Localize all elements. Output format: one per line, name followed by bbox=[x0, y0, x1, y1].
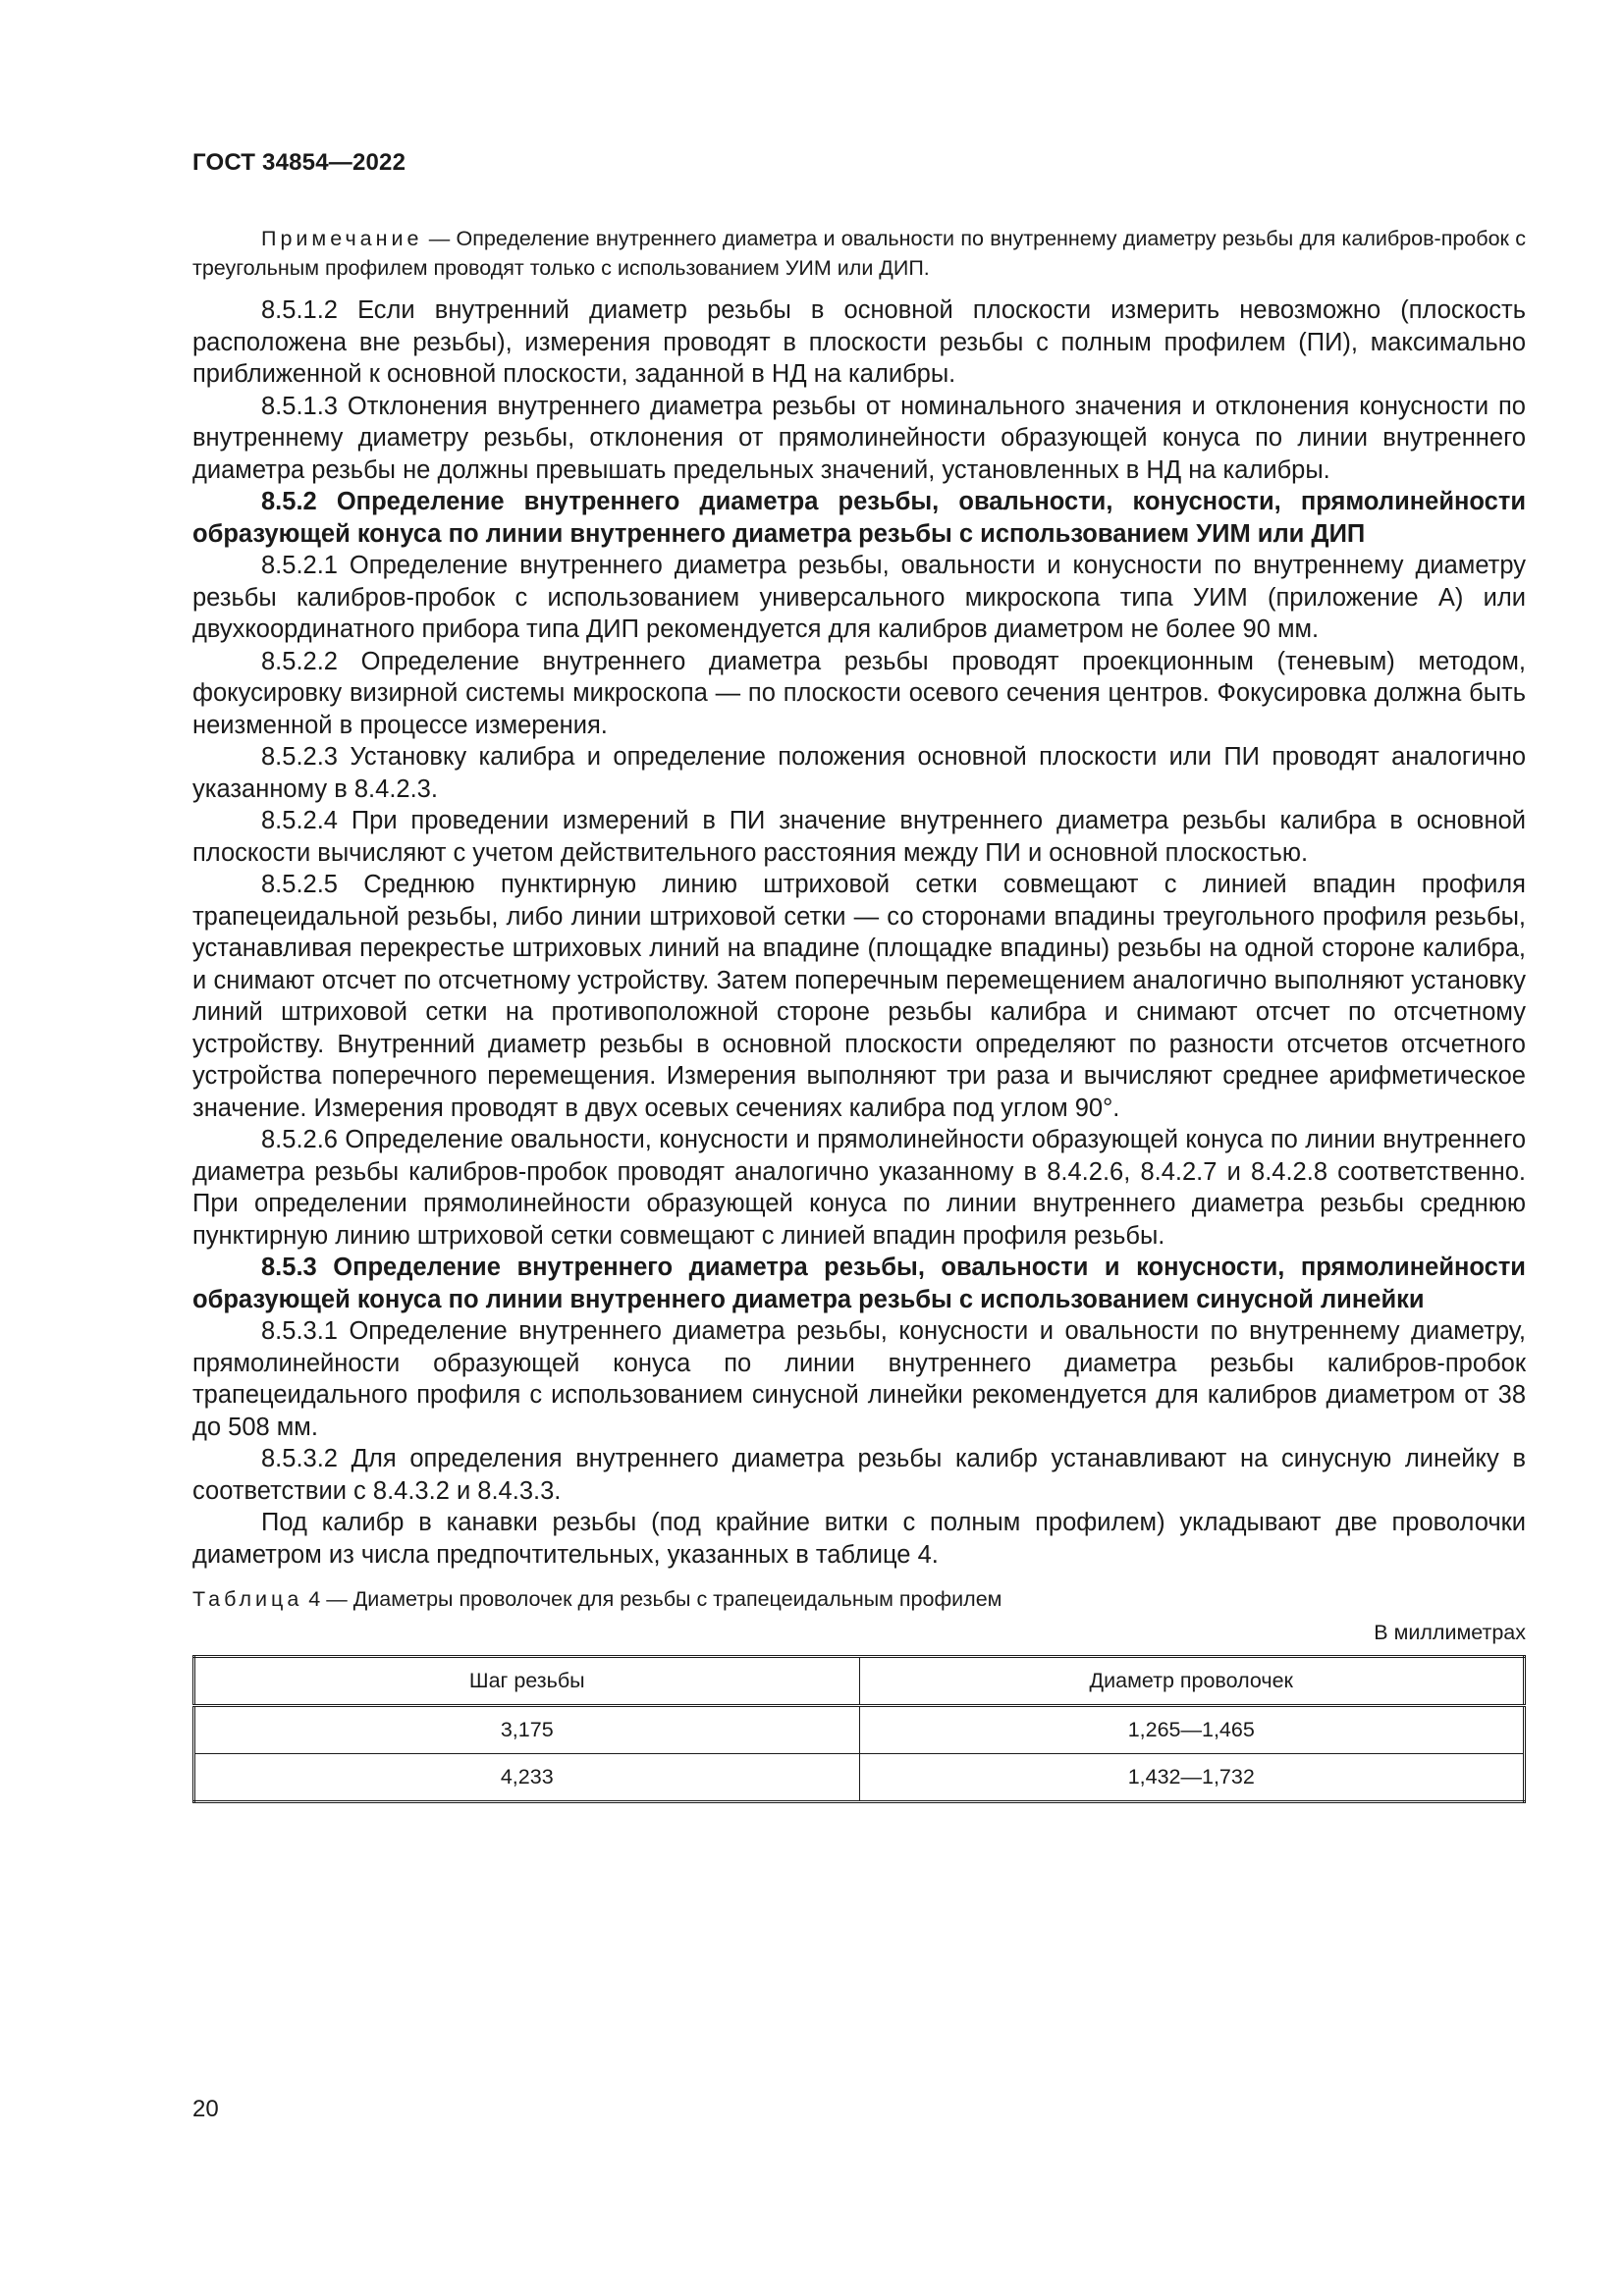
table-row bbox=[194, 1706, 1525, 1754]
paragraph-8-5-2-3: 8.5.2.3 Установку калибра и определение положения основной плоскости или ПИ проводят аналогично указанному в 8.4.2.3. bbox=[192, 743, 1526, 803]
column-header-thread-pitch: Шаг резьбы bbox=[194, 1657, 860, 1706]
paragraph-8-5-2-6: 8.5.2.6 Определение овальности, конусности и прямолинейности образующей конуса по линии внутреннего диаметра резьбы калибров-пробок проводят аналогично указанному в 8.4.2.6, 8.4.2.7 и 8.4.2.8 соответственно. При определении прямолинейности образующей конуса по линии внутреннего диаметра резьбы среднюю пунктирную линию штриховой сетки совмещают с линией впадин профиля резьбы. bbox=[192, 1126, 1526, 1250]
paragraph-8-5-3-2: 8.5.3.2 Для определения внутреннего диаметра резьбы калибр устанавливают на синусную линейку в соответствии с 8.4.3.2 и 8.4.3.3. bbox=[192, 1445, 1526, 1505]
table-cell: 4,233 bbox=[194, 1754, 860, 1802]
table-cell: 3,175 bbox=[194, 1706, 860, 1754]
table-caption-text: 4 — Диаметры проволочек для резьбы с трапецеидальным профилем bbox=[302, 1587, 1002, 1611]
table-units: В миллиметрах bbox=[1374, 1621, 1526, 1644]
document-body bbox=[192, 224, 1526, 1803]
wire-diameter-table bbox=[192, 1655, 1526, 1803]
paragraph-8-5-1-2: 8.5.1.2 Если внутренний диаметр резьбы в основной плоскости измерить невозможно (плоскость расположена вне резьбы), измерения проводят в плоскости резьбы с полным профилем (ПИ), максимально приближенной к основной плоскости, заданной в НД на калибры. bbox=[192, 296, 1526, 388]
paragraph-8-5-1-3: 8.5.1.3 Отклонения внутреннего диаметра резьбы от номинального значения и отклонения конусности по внутреннему диаметру резьбы, отклонения от прямолинейности образующей конуса по линии внутреннего диаметра резьбы не должны превышать предельных значений, установленных в НД на калибры. bbox=[192, 392, 1526, 484]
paragraph-8-5-2-5: 8.5.2.5 Среднюю пунктирную линию штриховой сетки совмещают с линией впадин профиля трапецеидальной резьбы, либо линии штриховой сетки — со сторонами впадины треугольного профиля резьбы, устанавливая перекрестье штриховых линий на впадине (площадке впадины) резьбы на одной стороне калибра, и снимают отсчет по отсчетному устройству. Затем поперечным перемещением аналогично выполняют установку линий штриховой сетки на противоположной стороне резьбы калибра и снимают отсчет по отсчетному устройству. Внутренний диаметр резьбы в основной плоскости определяют по разности отсчетов отсчетного устройства поперечного перемещения. Измерения выполняют три раза и вычисляют среднее арифметическое значение. Измерения проводят в двух осевых сечениях калибра под углом 90°. bbox=[192, 871, 1526, 1122]
paragraph-8-5-2-4: 8.5.2.4 При проведении измерений в ПИ значение внутреннего диаметра резьбы калибра в основной плоскости вычисляют с учетом действительного расстояния между ПИ и основной плоскостью. bbox=[192, 807, 1526, 867]
table-caption-label: Таблица bbox=[192, 1587, 303, 1611]
note bbox=[192, 224, 1526, 283]
table-header-row bbox=[194, 1657, 1525, 1706]
note-label: Примечание bbox=[261, 227, 423, 250]
table-caption bbox=[192, 1584, 1526, 1614]
table-row bbox=[194, 1754, 1525, 1802]
section-heading-8-5-3: 8.5.3 Определение внутреннего диаметра резьбы, овальности и конусности, прямолинейности образующей конуса по линии внутреннего диаметра резьбы с использованием синусной линейки bbox=[192, 1254, 1526, 1313]
section-heading-8-5-2: 8.5.2 Определение внутреннего диаметра резьбы, овальности, конусности, прямолинейности образующей конуса по линии внутреннего диаметра резьбы с использованием УИМ или ДИП bbox=[192, 488, 1526, 548]
table-cell: 1,432—1,732 bbox=[859, 1754, 1525, 1802]
paragraph-wires: Под калибр в канавки резьбы (под крайние витки с полным профилем) укладывают две проволочки диаметром из числа предпочтительных, указанных в таблице 4. bbox=[192, 1509, 1526, 1569]
note-text: — Определение внутреннего диаметра и овальности по внутреннему диаметру резьбы для калибров-пробок с треугольным профилем проводят только с использованием УИМ или ДИП. bbox=[192, 227, 1526, 280]
paragraph-8-5-3-1: 8.5.3.1 Определение внутреннего диаметра резьбы, конусности и овальности по внутреннему диаметру, прямолинейности образующей конуса по линии внутреннего диаметра резьбы калибров-пробок трапецеидального профиля с использованием синусной линейки рекомендуется для калибров диаметром от 38 до 508 мм. bbox=[192, 1317, 1526, 1441]
paragraph-8-5-2-1: 8.5.2.1 Определение внутреннего диаметра резьбы, овальности и конусности по внутреннему диаметру резьбы калибров-пробок с использованием универсального микроскопа типа УИМ (приложение А) или двухкоординатного прибора типа ДИП рекомендуется для калибров диаметром не более 90 мм. bbox=[192, 552, 1526, 643]
page-number: 20 bbox=[192, 2096, 219, 2122]
table-cell: 1,265—1,465 bbox=[859, 1706, 1525, 1754]
doc-header: ГОСТ 34854—2022 bbox=[192, 149, 406, 176]
column-header-wire-diameter: Диаметр проволочек bbox=[859, 1657, 1525, 1706]
paragraph-8-5-2-2: 8.5.2.2 Определение внутреннего диаметра резьбы проводят проекционным (теневым) методом, фокусировку визирной системы микроскопа — по плоскости осевого сечения центров. Фокусировка должна быть неизменной в процессе измерения. bbox=[192, 647, 1526, 739]
